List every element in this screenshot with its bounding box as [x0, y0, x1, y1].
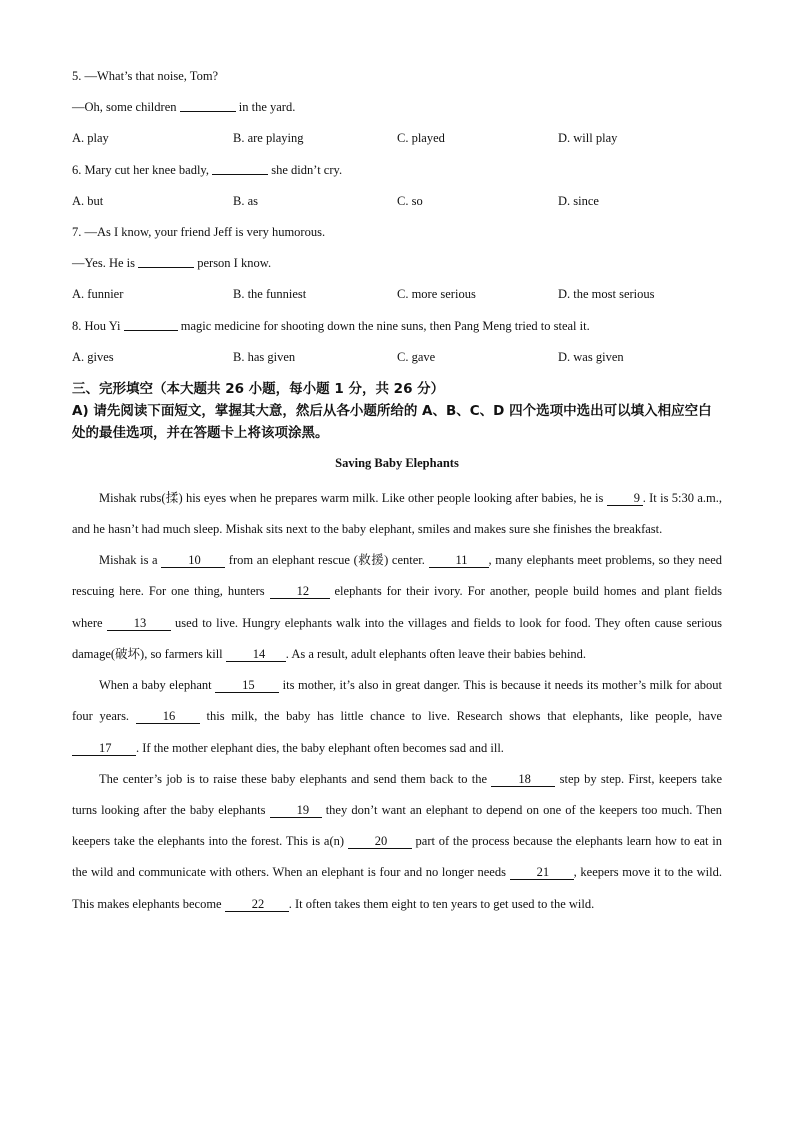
blank-12: 12 — [270, 584, 330, 599]
option-a: A. but — [72, 193, 104, 208]
question-6-stem: 6. Mary cut her knee badly, she didn’t cry. — [72, 162, 343, 177]
blank-17: 17 — [72, 741, 136, 756]
blank-21: 21 — [510, 865, 574, 880]
blank-11: 11 — [429, 553, 489, 568]
option-c: C. more serious — [397, 287, 476, 302]
option-c: C. played — [397, 131, 445, 146]
question-7-options — [72, 282, 722, 313]
passage-paragraph-4: The center’s job is to raise these baby elephants and send them back to the 18 step by step. First, keepers take turns looking after the baby elephants 19 they don’t want an elephant to depend on one of the keepers too much. Then keepers take the elephants into the forest. This is a(n) 20 part of the process because the elephants learn how to eat in the wild and communicate with others. When an elephant is four and no longer needs 21 , keepers move it to the wild. This makes elephants become 22 . It often takes them eight to ten years to get used to the wild. — [72, 771, 723, 911]
blank-10: 10 — [161, 553, 225, 568]
question-5-options — [72, 126, 722, 157]
question-5-answer-line: —Oh, some children in the yard. — [72, 100, 296, 115]
blank-22: 22 — [225, 897, 289, 912]
question-8-options — [72, 345, 722, 376]
option-d: D. since — [558, 193, 599, 208]
blank-16: 16 — [136, 709, 200, 724]
section-instruction: A) 请先阅读下面短文，掌握其大意，然后从各小题所给的 A、B、C、D 四个选项中选出可以填入相应空白处的最佳选项，并在答题卡上将该项涂黑。 — [72, 402, 712, 442]
answer-blank — [212, 161, 268, 175]
section-heading: 三、完形填空（本大题共 26 小题，每小题 1 分，共 26 分） — [72, 380, 445, 397]
option-b: B. as — [233, 193, 258, 208]
answer-blank — [138, 254, 194, 268]
passage-paragraph-1: Mishak rubs(揉) his eyes when he prepares warm milk. Like other people looking after babies, he is 9 . It is 5:30 a.m., and he hasn’t had much sleep. Mishak sits next to the baby elephant, smiles and makes sure she finishes the breakfast. — [72, 490, 722, 537]
option-c: C. so — [397, 193, 423, 208]
passage-paragraph-2: Mishak is a 10 from an elephant rescue (救援) center. 11 , many elephants meet problems, so they need rescuing here. For one thing, hunters 12 elephants for their ivory. For another, people build homes and plant fields where 13 used to live. Hungry elephants walk into the villages and fields to look for food. They often cause serious damage(破坏), so farmers kill 14 . As a result, adult elephants often leave their babies behind. — [72, 553, 723, 661]
answer-blank — [124, 317, 178, 331]
blank-18: 18 — [491, 772, 555, 787]
option-a: A. gives — [72, 349, 114, 364]
option-d: D. the most serious — [558, 287, 655, 302]
exam-page — [72, 64, 722, 920]
passage-paragraph-3: When a baby elephant 15 its mother, it’s also in great danger. This is because it needs its mother’s milk for about four years. 16 this milk, the baby has little chance to live. Research shows that elephants, like people, have 17 . If the mother elephant dies, the baby elephant often becomes sad and ill. — [72, 678, 722, 755]
blank-20: 20 — [348, 834, 412, 849]
option-b: B. are playing — [233, 131, 304, 146]
blank-9: 9 — [607, 491, 643, 506]
blank-14: 14 — [226, 647, 286, 662]
answer-blank — [180, 98, 236, 112]
option-d: D. was given — [558, 349, 624, 364]
option-b: B. has given — [233, 349, 296, 364]
question-5-stem: 5. —What’s that noise, Tom? — [72, 69, 219, 83]
blank-15: 15 — [215, 678, 279, 693]
option-b: B. the funniest — [233, 287, 307, 302]
question-6-options — [72, 189, 722, 220]
option-d: D. will play — [558, 131, 618, 146]
option-a: A. funnier — [72, 287, 124, 302]
question-8-stem: 8. Hou Yi magic medicine for shooting down the nine suns, then Pang Meng tried to steal it. — [72, 318, 590, 333]
question-7-answer-line: —Yes. He is person I know. — [72, 256, 272, 271]
option-a: A. play — [72, 131, 109, 146]
question-7-stem: 7. —As I know, your friend Jeff is very humorous. — [72, 224, 326, 239]
passage-title: Saving Baby Elephants — [335, 455, 459, 470]
blank-13: 13 — [107, 616, 171, 631]
blank-19: 19 — [270, 803, 322, 818]
option-c: C. gave — [397, 349, 436, 364]
